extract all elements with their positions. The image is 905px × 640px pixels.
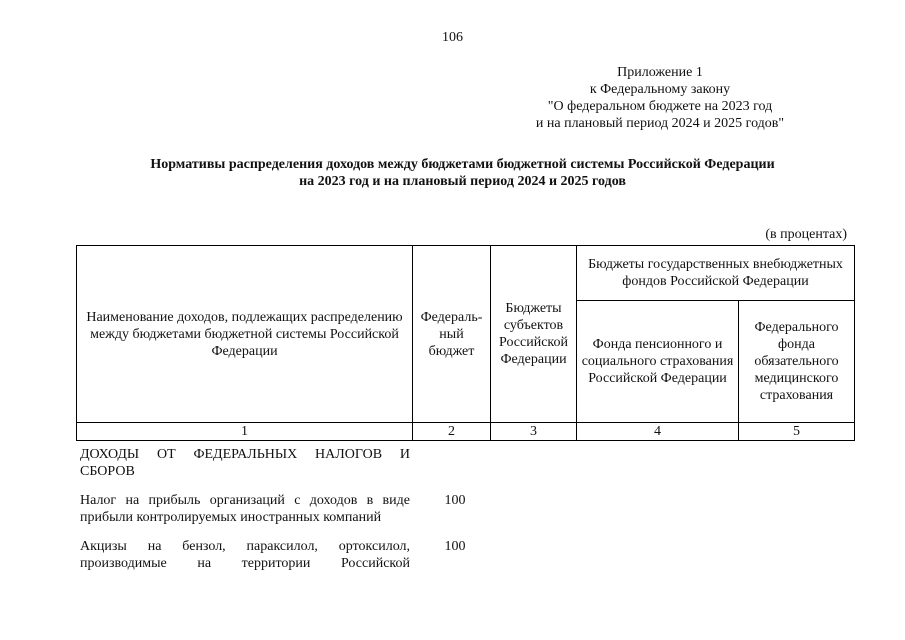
header-extrabudgetary-funds: Бюджеты государственных внебюджетных фондов Российской Федерации — [577, 246, 855, 301]
title-line: Нормативы распределения доходов между бюджетами бюджетной системы Российской Федерации — [150, 157, 775, 172]
appendix-caption — [470, 64, 850, 132]
header-income-name: Наименование доходов, подлежащих распределению между бюджетами бюджетной системы Российской Федерации — [77, 246, 413, 423]
appendix-line: к Федеральному закону — [589, 82, 731, 97]
column-number: 5 — [739, 423, 855, 441]
row-name — [80, 538, 410, 572]
row-name-line: прибыли контролируемых иностранных компаний — [80, 510, 382, 525]
table-row — [80, 492, 495, 526]
distribution-table-header — [76, 245, 855, 441]
row-federal-value: 100 — [444, 539, 466, 554]
title-line: на 2023 год и на плановый период 2024 и 2025 годов — [299, 174, 626, 189]
table-row — [80, 538, 495, 572]
header-medical-fund: Федерального фонда обязательного медицинского страхования — [739, 301, 855, 423]
page-number: 106 — [442, 30, 463, 45]
row-name-line: Налог на прибыль организаций с доходов в виде — [80, 493, 410, 508]
table-body — [80, 446, 495, 584]
column-number: 3 — [491, 423, 577, 441]
row-name — [80, 492, 410, 526]
header-pension-fund: Фонда пенсионного и социального страхования Российской Федерации — [577, 301, 739, 423]
unit-note: (в процентах) — [765, 227, 847, 242]
document-title — [60, 156, 865, 190]
section-heading: ДОХОДЫ ОТ ФЕДЕРАЛЬНЫХ НАЛОГОВ И СБОРОВ — [80, 447, 410, 479]
header-regional-budgets: Бюджеты субъектов Российской Федерации — [491, 246, 577, 423]
appendix-line: "О федеральном бюджете на 2023 год — [547, 99, 773, 114]
row-name-line: Акцизы на бензол, параксилол, ортоксилол, — [80, 539, 410, 554]
row-federal-value: 100 — [444, 493, 466, 508]
row-name-line: производимые на территории Российской — [80, 556, 410, 571]
header-federal-budget: Федераль-ный бюджет — [413, 246, 491, 423]
appendix-line: и на плановый период 2024 и 2025 годов" — [535, 116, 785, 131]
column-number: 1 — [77, 423, 413, 441]
column-number: 2 — [413, 423, 491, 441]
column-number: 4 — [577, 423, 739, 441]
appendix-line: Приложение 1 — [617, 65, 703, 80]
